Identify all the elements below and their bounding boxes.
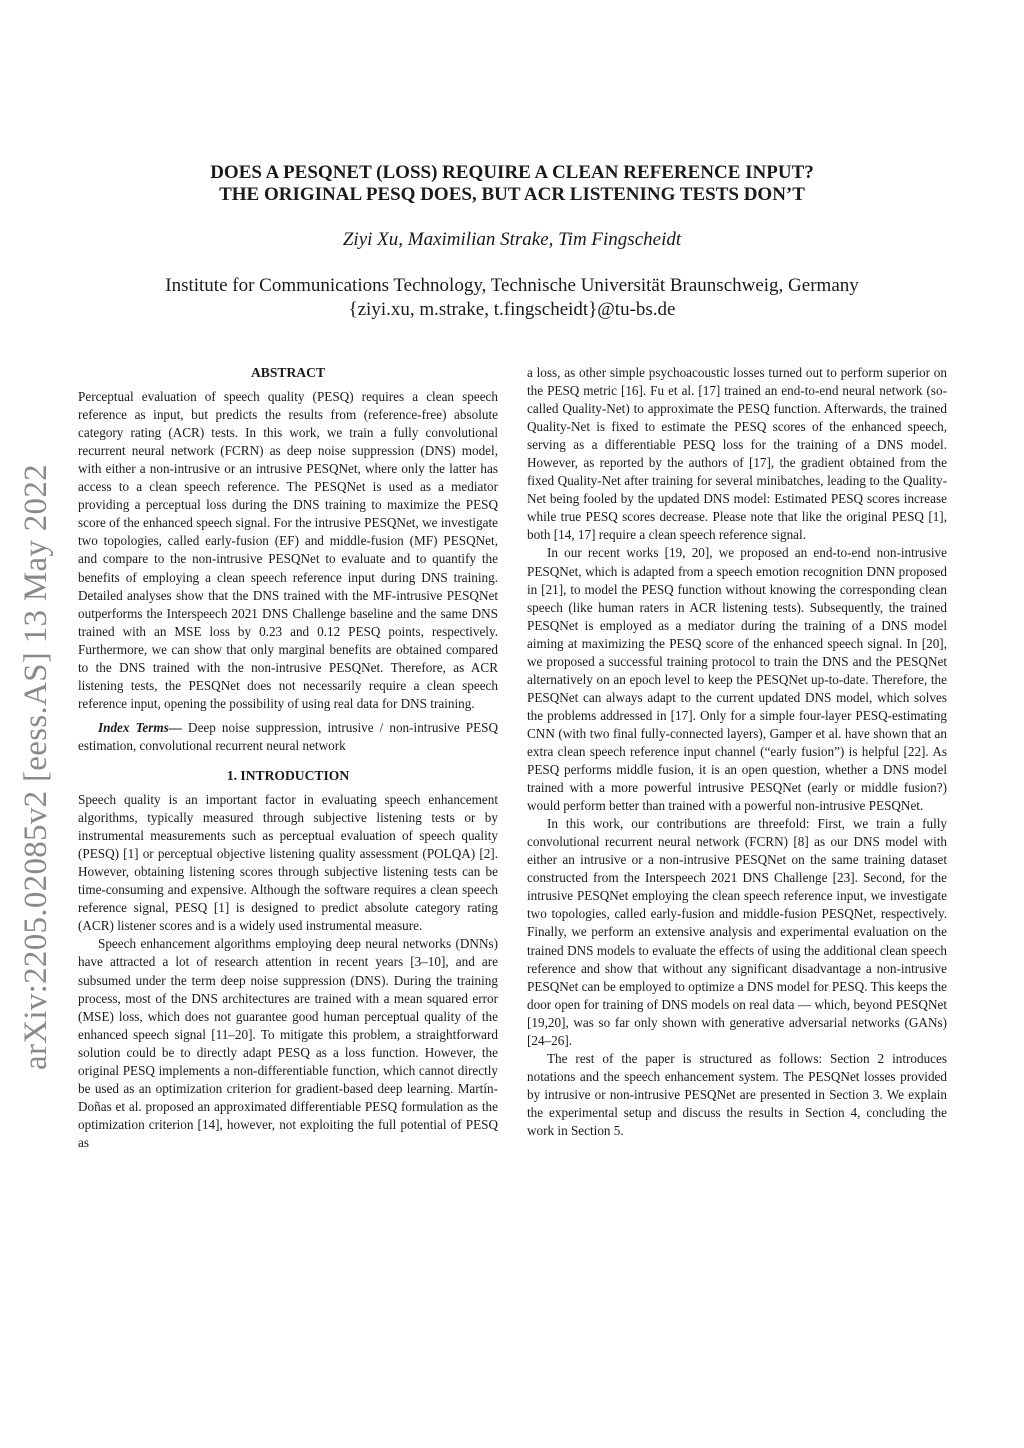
- intro-heading: 1. INTRODUCTION: [226, 767, 350, 783]
- intro-paragraph-6: The rest of the paper is structured as follows: Section 2 introduces notations and the speech enhancement system. The PESQNet losses provided by intrusive or non-intrusive PESQNet are presented in Section 3. We explain the experimental setup and discuss the results in Section 4, concluding the work in Section 5.: [527, 1050, 947, 1138]
- intro-paragraph-3: a loss, as other simple psychoacoustic losses turned out to perform superior on the PESQ metric [16]. Fu et al. [17] trained an end-to-end neural network (so-called Quality-Net) to approximate the PESQ function. Afterwards, the trained Quality-Net is fixed to estimate the PESQ scores of the enhanced speech, serving as a differentiable PESQ loss for the training of a DNS model. However, as reported by the authors of [17], the gradient obtained from the fixed Quality-Net after training for several minibatches, leading to the Quality-Net being fooled by the updated DNS model: Estimated PESQ scores increase while true PESQ scores decrease. Please note that like the original PESQ [1], both [14, 17] require a clean speech reference signal.: [527, 365, 947, 543]
- intro-paragraph-5: In this work, our contributions are threefold: First, we train a fully convolutional recurrent neural network (FCRN) [8] as our DNS model with either an intrusive or a non-intrusive PESQNet on the same training dataset constructed from the Interspeech 2021 DNS Challenge [23]. Second, for the intrusive PESQNet employing the clean speech reference input, we investigate two topologies, called early-fusion and middle-fusion PESQNet, respectively. Finally, we perform an extensive analysis and experimental evaluation on the trained DNS models to evaluate the effects of using the additional clean speech reference and show that without any significant disadvantage a non-intrusive PESQNet can be employed to optimize a DNS model for PESQ. This keeps the door open for training of DNS models on real data — which, beyond PESQNet [19,20], was so far only shown with generative adversarial networks (GANs) [24–26].: [527, 816, 947, 1048]
- index-terms-text: Deep noise suppression, intrusive / non-intrusive PESQ estimation, convolutional recurrent neural network: [78, 719, 498, 753]
- abstract-heading: ABSTRACT: [250, 365, 326, 380]
- index-terms-label: Index Terms—: [98, 719, 182, 735]
- affiliation: Institute for Communications Technology, Technische Universität Braunschweig, Germany: [165, 275, 859, 296]
- abstract-text: Perceptual evaluation of speech quality (PESQ) requires a clean speech reference as input, but predicts the results from (reference-free) absolute category rating (ACR) tests. In this work, we train a fully convolutional recurrent neural network (FCRN) as deep noise suppression (DNS) model, with either a non-intrusive or an intrusive PESQNet, where only the latter has access to a clean speech reference. The PESQNet is used as a mediator providing a perceptual loss during the DNS training to maximize the PESQ score of the enhanced speech signal. For the intrusive PESQNet, we investigate two topologies, called early-fusion (EF) and middle-fusion (MF) PESQNet, and compare to the non-intrusive PESQNet to evaluate and to quantify the benefits of employing a clean speech reference input during DNS training. Detailed analyses show that the DNS trained with the MF-intrusive PESQNet outperforms the Interspeech 2021 DNS Challenge baseline and the same DNS trained with an MSE loss by 0.23 and 0.12 PESQ points, respectively. Furthermore, we can show that only marginal benefits are obtained compared to the DNS trained with the non-intrusive PESQNet. Therefore, as ACR listening tests, the PESQNet does not necessarily require a clean speech reference input, opening the possibility of using real data for DNS training.: [78, 389, 498, 711]
- arxiv-identifier: arXiv:2205.02085v2 [eess.AS] 13 May 2022: [18, 464, 54, 1070]
- intro-paragraph-4: In our recent works [19, 20], we proposed an end-to-end non-intrusive PESQNet, which is adapted from a speech emotion recognition DNN proposed in [21], to model the PESQ function without knowing the corresponding clean speech (like human raters in ACR listening tests). Subsequently, the trained PESQNet is employed as a mediator during the training of a DNS model aiming at maximizing the PESQ score of the enhanced speech signal. In [20], we proposed a successful training protocol to train the DNS and the PESQNet alternatively on an epoch level to keep the PESQNet up-to-date. Therefore, the PESQNet can always adapt to the current updated DNS model, which solves the problems addressed in [17]. Only for a simple four-layer PESQ-estimating CNN (with two final fully-connected layers), Gamper et al. have shown that an extra clean speech reference input channel (“early fusion”) is helpful [22]. As PESQ performs middle fusion, it is an open question, whether a DNS model trained with a more powerful intrusive PESQNet (early or middle fusion?) would perform better than trained with a powerful non-intrusive PESQNet.: [527, 545, 947, 814]
- intro-paragraph-1: Speech quality is an important factor in evaluating speech enhancement algorithms, typically measured through subjective listening tests or by instrumental measurements such as perceptual evaluation of speech quality (PESQ) [1] or perceptual objective listening quality assessment (POLQA) [2]. However, obtaining listening scores through subjective listening tests can be time-consuming and expensive. Although the software requires a clean speech reference signal, PESQ [1] is designed to predict absolute category rating (ACR) listener scores and is a widely used instrumental measure.: [78, 792, 498, 934]
- affiliation-block: [80, 274, 944, 322]
- intro-paragraph-2: Speech enhancement algorithms employing deep neural networks (DNNs) have attracted a lot of research attention in recent years [3–10], and are subsumed under the term deep noise suppression (DNS). During the training process, most of the DNS architectures are trained with a mean squared error (MSE) loss, which does not guarantee good human perceptual quality of the enhanced speech signal [11–20]. To mitigate this problem, a straightforward solution could be to directly adapt PESQ as a loss function. However, the original PESQ implements a non-differentiable function, which cannot directly be used as an optimization criterion for gradient-based deep learning. Martín-Doñas et al. proposed an approximated differentiable PESQ formulation as the optimization criterion [14], however, not exploiting the full potential of PESQ as: [78, 936, 498, 1150]
- paper-title: [100, 162, 924, 206]
- left-column: [78, 364, 498, 1152]
- index-terms: [78, 719, 498, 755]
- email-list: {ziyi.xu, m.strake, t.fingscheidt}@tu-bs.de: [348, 299, 676, 320]
- right-column: [527, 364, 947, 1140]
- title-line-2: THE ORIGINAL PESQ DOES, BUT ACR LISTENING TESTS DON’T: [219, 184, 805, 205]
- title-line-1: DOES A PESQNET (LOSS) REQUIRE A CLEAN REFERENCE INPUT?: [210, 162, 814, 183]
- author-list: Ziyi Xu, Maximilian Strake, Tim Fingscheidt: [342, 229, 682, 250]
